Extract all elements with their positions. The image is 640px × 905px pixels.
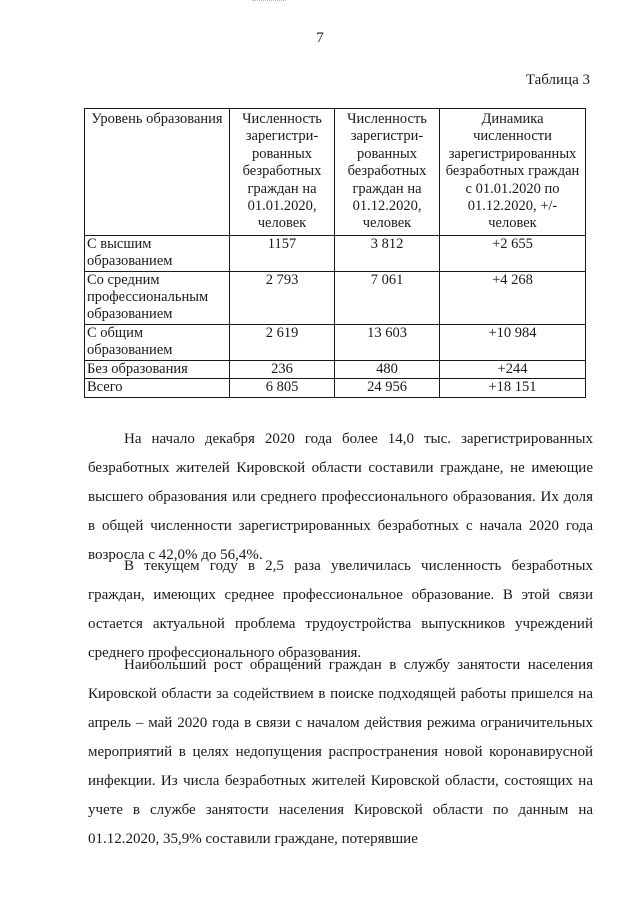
header-dynamics: Динамика численности зарегистрированных безработных граждан с 01.01.2020 по 01.12.2020, +/- человек <box>440 109 586 236</box>
row-count-dec: 480 <box>335 360 440 378</box>
paragraph-2: В текущем году в 2,5 раза увеличилась численность безработных граждан, имеющих среднее профессиональное образование. В этой связи остается актуальной проблема трудоустройства выпускников учреждений среднего профессионального образования. <box>88 558 593 661</box>
header-count-dec: Численность зарегистри-рованных безработных граждан на 01.12.2020, человек <box>335 109 440 236</box>
table-row <box>85 324 586 360</box>
row-count-jan: 236 <box>230 360 335 378</box>
table-row <box>85 271 586 324</box>
row-level: Всего <box>85 379 230 397</box>
table-row <box>85 235 586 271</box>
row-count-jan: 6 805 <box>230 379 335 397</box>
row-level: С общим образованием <box>85 324 230 360</box>
row-delta: +10 984 <box>440 324 586 360</box>
header-education-level: Уровень образования <box>85 109 230 236</box>
row-delta: +244 <box>440 360 586 378</box>
table-caption: Таблица 3 <box>525 72 590 88</box>
paragraph-1: На начало декабря 2020 года более 14,0 тыс. зарегистрированных безработных жителей Кировской области составили граждане, не имеющие высшего образования или среднего профессионального образования. Их доля в общей численности зарегистрированных безработных с начала 2020 года возросла с 42,0% до 56,4%. <box>88 431 593 563</box>
row-count-dec: 13 603 <box>335 324 440 360</box>
paragraph-3: Наибольший рост обращений граждан в службу занятости населения Кировской области за содействием в поиске подходящей работы пришелся на апрель – май 2020 года в связи с началом действия режима ограничительных мероприятий в целях недопущения распространения новой коронавирусной инфекции. Из числа безработных жителей Кировской области, состоящих на учете в службе занятости населения Кировской области по данным на 01.12.2020, 35,9% составили граждане, потерявшие <box>88 657 593 847</box>
table-row <box>85 360 586 378</box>
row-count-dec: 24 956 <box>335 379 440 397</box>
education-table <box>84 108 586 398</box>
row-count-dec: 7 061 <box>335 271 440 324</box>
row-count-jan: 2 619 <box>230 324 335 360</box>
row-delta: +2 655 <box>440 235 586 271</box>
page-number: 7 <box>316 30 324 46</box>
row-level: С высшим образованием <box>85 235 230 271</box>
row-count-dec: 3 812 <box>335 235 440 271</box>
row-delta: +4 268 <box>440 271 586 324</box>
table-total-row <box>85 379 586 397</box>
table-header-row <box>85 109 586 236</box>
header-count-jan: Численность зарегистри-рованных безработных граждан на 01.01.2020, человек <box>230 109 335 236</box>
row-count-jan: 1157 <box>230 235 335 271</box>
row-delta: +18 151 <box>440 379 586 397</box>
row-count-jan: 2 793 <box>230 271 335 324</box>
row-level: Без образования <box>85 360 230 378</box>
row-level: Со средним профессиональным образованием <box>85 271 230 324</box>
scan-artifact <box>252 0 286 6</box>
